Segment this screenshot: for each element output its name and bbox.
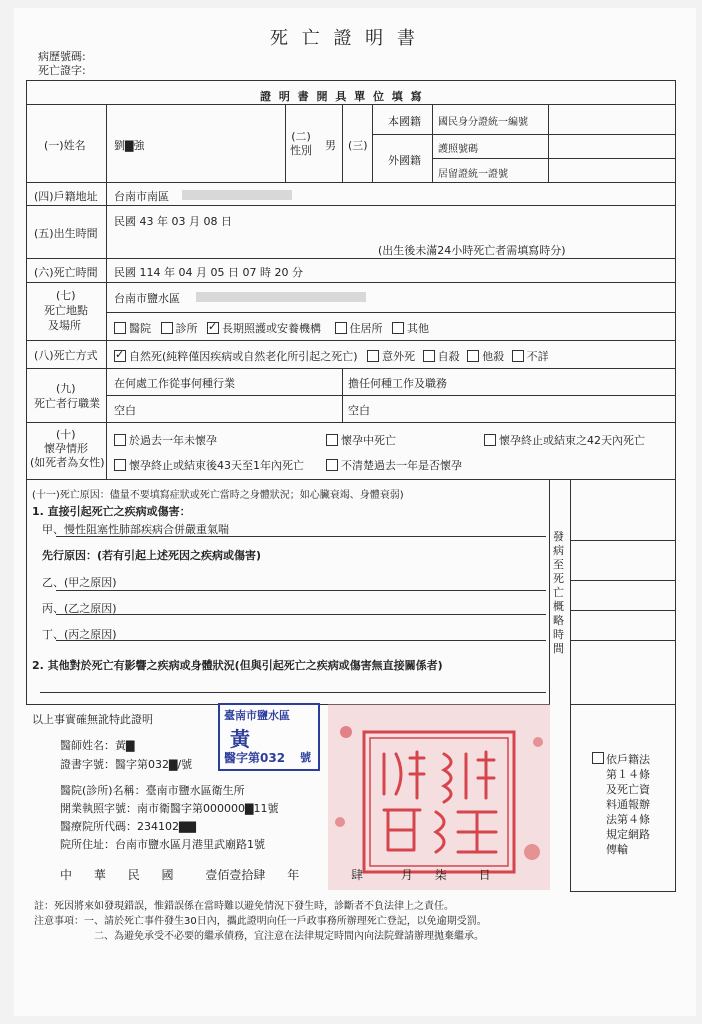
gender-value: 男 (325, 139, 336, 152)
industry-label: 在何處工作從事何種行業 (114, 377, 235, 390)
within-42-days-checkbox[interactable] (484, 434, 496, 446)
homicide-checkbox[interactable] (467, 350, 479, 362)
domestic-nationality-label: 本國籍 (388, 115, 421, 128)
long-term-care-checkbox[interactable] (207, 322, 219, 334)
hospital-code-value: 234102▇▇ (137, 820, 196, 833)
record-number-label: 病歷號碼: (38, 50, 86, 63)
cause-label: (十一)死亡原因：儘量不要填寫症狀或死亡當時之身體狀況；如心臟衰竭、身體衰弱) (32, 490, 404, 501)
death-place-label-2: 死亡地點 (44, 304, 88, 317)
certify-statement: 以上事實確無訛特此證明 (32, 713, 153, 726)
birth-label: (五)出生時間 (34, 227, 98, 240)
residence-checkbox[interactable] (335, 322, 347, 334)
section-title: 證 明 書 開 具 單 位 填 寫 (260, 90, 424, 103)
date-year: 壹佰壹拾肆 (205, 868, 266, 882)
clinic-checkbox[interactable] (161, 322, 173, 334)
date-day: 柒 (434, 868, 447, 882)
gender-label: (二) 性別 (290, 130, 312, 157)
redacted-address (182, 190, 292, 200)
foreign-nationality-label: 外國籍 (388, 154, 421, 167)
other-checkbox[interactable] (392, 322, 404, 334)
pregnancy-option-5[interactable]: 不清楚過去一年是否懷孕 (326, 457, 462, 473)
date-month: 肆 (351, 868, 364, 882)
within-1-year-checkbox[interactable] (114, 459, 126, 471)
hospital-value: 臺南市鹽水區衛生所 (145, 784, 245, 797)
unknown-checkbox[interactable] (512, 350, 524, 362)
footer-note-3: 二、為避免承受不必要的繼承債務，宜注意在法律規定時間內向法院聲請辦理拋棄繼承。 (94, 931, 484, 942)
death-time-value: 民國 114 年 04 月 05 日 07 時 20 分 (114, 266, 303, 279)
natural-death-checkbox[interactable] (114, 350, 126, 362)
hospital-code-row: 醫療院所代碼：234102▇▇ (60, 820, 196, 833)
pregnancy-label-3: (如死者為女性) (30, 456, 105, 469)
birth-value: 民國 43 年 03 月 08 日 (114, 215, 232, 228)
hospital-row: 醫院(診所)名稱：臺南市鹽水區衛生所 (60, 784, 245, 797)
cause-ding: 丁、(丙之原因) (42, 628, 117, 641)
date-line: 中 華 民 國 壹佰壹拾肆 年 肆 月 柒 日 (60, 868, 491, 882)
household-label: (四)戶籍地址 (34, 190, 98, 203)
industry-value: 空白 (114, 404, 136, 417)
direct-cause-title: 1. 直接引起死亡之疾病或傷害： (32, 505, 191, 518)
redacted-place (196, 292, 366, 302)
death-place-label-3: 及場所 (48, 319, 81, 332)
name-label: (一)姓名 (44, 139, 86, 152)
death-manner-label: (八)死亡方式 (34, 349, 98, 362)
name-value: 劉▇強 (114, 139, 145, 152)
cause-jia: 甲、慢性阻塞性肺部疾病合併嚴重氣喘 (42, 523, 229, 536)
pregnancy-option-2[interactable]: 懷孕中死亡 (326, 432, 396, 448)
doctor-stamp: 臺南市鹽水區 黃 醫字第032 號 (218, 703, 320, 771)
doctor-cert-value: 醫字第032▇/號 (115, 758, 193, 771)
pregnancy-option-4[interactable]: 懷孕終止或結束後43天至1年內死亡 (114, 457, 304, 473)
law-note-checkbox-row[interactable] (592, 752, 607, 765)
option-homicide[interactable]: 他殺 (467, 350, 504, 363)
doctor-cert-row: 證書字號：醫字第032▇/號 (60, 758, 193, 771)
job-value: 空白 (348, 404, 370, 417)
not-pregnant-checkbox[interactable] (114, 434, 126, 446)
document-title: 死 亡 證 明 書 (270, 28, 419, 49)
pregnancy-label-1: (十) (56, 428, 76, 441)
option-other[interactable]: 其他 (392, 322, 429, 335)
id-number-label: 國民身分證統一編號 (438, 117, 528, 128)
option-clinic[interactable]: 診所 (161, 322, 198, 335)
occupation-label-2: 死亡者行職業 (34, 397, 100, 410)
certificate-number-label: 死亡證字: (38, 64, 86, 77)
passport-label: 護照號碼 (438, 144, 478, 155)
pregnancy-option-1[interactable]: 於過去一年未懷孕 (114, 432, 217, 448)
doctor-name-row: 醫師姓名：黃▇ (60, 739, 135, 752)
other-conditions-title: 2. 其他對於死亡有影響之疾病或身體狀況(但與引起死亡之疾病或傷害無直接關係者) (32, 659, 443, 672)
occupation-label-1: (九) (56, 382, 76, 395)
option-natural[interactable]: ✓ 自然死(純粹僅因疾病或自然老化所引起之死亡) (114, 350, 358, 363)
option-suicide[interactable]: 自殺 (423, 350, 460, 363)
license-row: 開業執照字號：南市衛醫字第000000▇11號 (60, 802, 279, 815)
suicide-checkbox[interactable] (423, 350, 435, 362)
interval-label: 發 病 至 死 亡 概 略 時 間 (553, 530, 564, 655)
accident-checkbox[interactable] (367, 350, 379, 362)
death-place-label-1: (七) (56, 289, 76, 302)
household-value: 台南市南區 (114, 190, 169, 203)
death-manner-options (114, 348, 549, 364)
unclear-pregnancy-checkbox[interactable] (326, 459, 338, 471)
cause-bing: 丙、(乙之原因) (42, 602, 117, 615)
hospital-address-value: 台南市鹽水區月港里武廟路1號 (115, 838, 265, 851)
item3-label: (三) (348, 139, 368, 152)
license-value: 南市衛醫字第000000▇11號 (137, 802, 279, 815)
hospital-address-row: 院所住址：台南市鹽水區月港里武廟路1號 (60, 838, 265, 851)
option-hospital[interactable]: 醫院 (114, 322, 151, 335)
pregnancy-label-2: 懷孕情形 (44, 442, 88, 455)
law-note-text: 依戶籍法 第１４條 及死亡資 料通報辦 法第４條 規定網路 傳輸 (606, 753, 650, 856)
doctor-name-value: 黃▇ (115, 739, 135, 752)
hospital-checkbox[interactable] (114, 322, 126, 334)
option-accident[interactable]: 意外死 (367, 350, 415, 363)
law-note-checkbox[interactable] (592, 752, 604, 764)
death-place-value: 台南市鹽水區 (114, 292, 180, 305)
option-unknown[interactable]: 不詳 (512, 350, 549, 363)
pregnant-checkbox[interactable] (326, 434, 338, 446)
residence-permit-label: 居留證統一證號 (438, 169, 508, 180)
option-residence[interactable]: 住居所 (335, 322, 383, 335)
option-long-term-care[interactable]: ✓ 長期照護或安養機構 (207, 322, 321, 335)
official-red-seal (326, 702, 552, 892)
antecedent-title: 先行原因：(若有引起上述死因之疾病或傷害) (42, 549, 262, 562)
pregnancy-option-3[interactable]: 懷孕終止或結束之42天內死亡 (484, 432, 645, 448)
footer-note-2: 注意事項：一、請於死亡事件發生30日內，攜此證明向任一戶政事務所辦理死亡登記，以免逾期受罰。 (34, 916, 487, 927)
footer-note-1: 註：死因將來如發現錯誤，惟錯誤係在當時難以避免情況下發生時，診斷者不負法律上之責任。 (34, 901, 454, 912)
death-time-label: (六)死亡時間 (34, 266, 98, 279)
death-place-options (114, 320, 429, 336)
birth-note: (出生後未滿24小時死亡者需填寫時分) (378, 244, 566, 257)
cause-yi: 乙、(甲之原因) (42, 576, 117, 589)
job-label: 擔任何種工作及職務 (348, 377, 447, 390)
